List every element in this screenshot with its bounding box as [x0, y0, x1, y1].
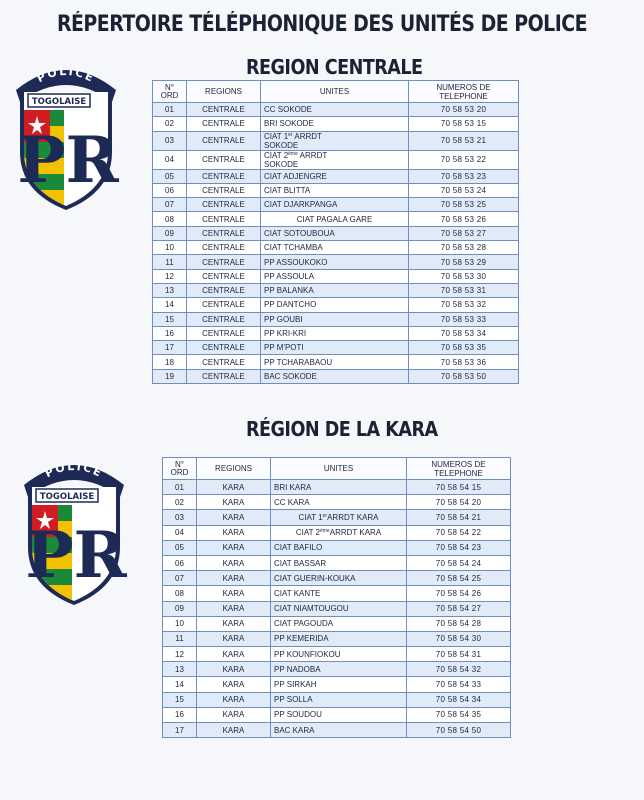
cell-unit: BAC KARA — [271, 723, 407, 738]
cell-unit: PP SOLLA — [271, 692, 407, 707]
cell-ord: 15 — [153, 312, 187, 326]
cell-phone: 70 58 53 36 — [409, 355, 519, 369]
cell-unit: CIAT BAFILO — [271, 540, 407, 555]
cell-unit: PP GOUBI — [261, 312, 409, 326]
cell-ord: 16 — [163, 707, 197, 722]
cell-phone: 70 58 54 50 — [407, 723, 511, 738]
table-row — [163, 647, 511, 662]
cell-region: KARA — [197, 707, 271, 722]
cell-ord: 17 — [163, 723, 197, 738]
unit-text: SOKODE — [264, 159, 299, 169]
police-logo — [10, 60, 122, 210]
cell-region: KARA — [197, 631, 271, 646]
table-row — [153, 117, 519, 131]
cell-region: CENTRALE — [187, 241, 261, 255]
page-title: RÉPERTOIRE TÉLÉPHONIQUE DES UNITÉS DE POLICE — [56, 12, 588, 37]
centrale-directory-table — [152, 80, 519, 384]
logo-monogram: PR — [25, 518, 127, 593]
cell-unit: CIAT DJARKPANGA — [261, 198, 409, 212]
cell-phone: 70 58 53 34 — [409, 326, 519, 340]
table-row — [163, 540, 511, 555]
logo-banner-text: TOGOLAISE — [31, 97, 87, 107]
cell-ord: 13 — [163, 662, 197, 677]
cell-ord: 09 — [153, 226, 187, 240]
table-row — [153, 255, 519, 269]
table-row — [163, 723, 511, 738]
unit-text: CIAT 2 — [295, 528, 320, 538]
cell-ord: 04 — [163, 525, 197, 540]
cell-ord: 11 — [153, 255, 187, 269]
table-row — [153, 241, 519, 255]
cell-region: KARA — [197, 692, 271, 707]
cell-region: CENTRALE — [187, 298, 261, 312]
cell-unit: CIAT PAGALA GARE — [261, 212, 409, 226]
table-row — [153, 131, 519, 150]
table-row — [163, 495, 511, 510]
table-row — [163, 616, 511, 631]
cell-ord: 07 — [153, 198, 187, 212]
cell-unit: PP SOUDOU — [271, 707, 407, 722]
table-header-row — [153, 81, 519, 103]
unit-text: ARRDT KARA — [327, 512, 379, 522]
cell-region: CENTRALE — [187, 183, 261, 197]
cell-region: CENTRALE — [187, 117, 261, 131]
cell-ord: 05 — [153, 169, 187, 183]
cell-ord: 12 — [163, 647, 197, 662]
cell-ord: 03 — [153, 131, 187, 150]
cell-phone: 70 58 53 50 — [409, 369, 519, 383]
cell-region: KARA — [197, 723, 271, 738]
cell-region: CENTRALE — [187, 312, 261, 326]
table-row — [163, 510, 511, 525]
unit-ordinal-suffix: er — [288, 131, 293, 138]
cell-unit: PP ASSOUKOKO — [261, 255, 409, 269]
col-header-unit: UNITES — [271, 458, 407, 480]
cell-unit — [261, 150, 409, 169]
cell-unit — [271, 510, 407, 525]
table-row — [163, 525, 511, 540]
table-row — [163, 555, 511, 570]
region-kara-heading: RÉGION DE LA KARA — [246, 417, 438, 441]
cell-phone: 70 58 54 20 — [407, 495, 511, 510]
cell-unit: CIAT BLITTA — [261, 183, 409, 197]
cell-unit: CIAT GUERIN-KOUKA — [271, 571, 407, 586]
cell-unit: BRI KARA — [271, 480, 407, 495]
table-row — [163, 571, 511, 586]
cell-phone: 70 58 53 15 — [409, 117, 519, 131]
cell-ord: 08 — [163, 586, 197, 601]
region-centrale-heading: REGION CENTRALE — [246, 55, 423, 79]
cell-region: CENTRALE — [187, 169, 261, 183]
unit-ordinal-suffix: ème — [288, 150, 298, 157]
cell-unit: CIAT ADJENGRE — [261, 169, 409, 183]
cell-region: KARA — [197, 495, 271, 510]
cell-ord: 14 — [153, 298, 187, 312]
table-header-row — [163, 458, 511, 480]
cell-phone: 70 58 53 29 — [409, 255, 519, 269]
cell-region: CENTRALE — [187, 226, 261, 240]
cell-unit: PP ASSOULA — [261, 269, 409, 283]
cell-region: KARA — [197, 571, 271, 586]
cell-unit: CC SOKODE — [261, 103, 409, 117]
cell-ord: 05 — [163, 540, 197, 555]
cell-region: CENTRALE — [187, 103, 261, 117]
cell-region: KARA — [197, 677, 271, 692]
cell-ord: 06 — [163, 555, 197, 570]
cell-phone: 70 58 53 30 — [409, 269, 519, 283]
cell-phone: 70 58 53 25 — [409, 198, 519, 212]
cell-region: CENTRALE — [187, 355, 261, 369]
cell-phone: 70 58 54 30 — [407, 631, 511, 646]
cell-phone: 70 58 53 22 — [409, 150, 519, 169]
table-row — [153, 198, 519, 212]
cell-ord: 06 — [153, 183, 187, 197]
table-row — [153, 269, 519, 283]
cell-region: CENTRALE — [187, 150, 261, 169]
cell-phone: 70 58 54 22 — [407, 525, 511, 540]
table-row — [153, 212, 519, 226]
unit-text: ARRDT KARA — [329, 528, 382, 538]
cell-region: KARA — [197, 540, 271, 555]
cell-phone: 70 58 53 33 — [409, 312, 519, 326]
col-header-phone: NUMEROS DE TELEPHONE — [407, 458, 511, 480]
unit-text: SOKODE — [264, 140, 299, 150]
table-row — [163, 692, 511, 707]
cell-ord: 08 — [153, 212, 187, 226]
cell-phone: 70 58 53 32 — [409, 298, 519, 312]
cell-phone: 70 58 54 34 — [407, 692, 511, 707]
logo-top-text: POLICE — [34, 64, 98, 86]
table-row — [153, 226, 519, 240]
cell-unit: PP KOUNFIOKOU — [271, 647, 407, 662]
cell-ord: 01 — [163, 480, 197, 495]
cell-region: CENTRALE — [187, 198, 261, 212]
table-row — [153, 298, 519, 312]
cell-ord: 17 — [153, 341, 187, 355]
unit-text: CIAT 1 — [298, 512, 323, 522]
table-row — [163, 586, 511, 601]
cell-phone: 70 58 53 20 — [409, 103, 519, 117]
cell-region: KARA — [197, 586, 271, 601]
table-row — [163, 707, 511, 722]
cell-region: CENTRALE — [187, 283, 261, 297]
table-row — [163, 677, 511, 692]
cell-phone: 70 58 54 25 — [407, 571, 511, 586]
cell-phone: 70 58 53 27 — [409, 226, 519, 240]
cell-region: CENTRALE — [187, 212, 261, 226]
cell-phone: 70 58 54 15 — [407, 480, 511, 495]
table-row — [153, 326, 519, 340]
cell-unit: PP BALANKA — [261, 283, 409, 297]
cell-phone: 70 58 54 28 — [407, 616, 511, 631]
cell-unit: PP NADOBA — [271, 662, 407, 677]
cell-unit — [271, 525, 407, 540]
cell-ord: 07 — [163, 571, 197, 586]
unit-text: ARRDT — [297, 150, 328, 160]
table-row — [153, 283, 519, 297]
cell-phone: 70 58 53 28 — [409, 241, 519, 255]
cell-phone: 70 58 54 35 — [407, 707, 511, 722]
cell-unit: PP M'POTI — [261, 341, 409, 355]
cell-phone: 70 58 53 23 — [409, 169, 519, 183]
table-row — [153, 355, 519, 369]
cell-phone: 70 58 54 24 — [407, 555, 511, 570]
table-row — [163, 631, 511, 646]
cell-unit — [261, 131, 409, 150]
table-row — [153, 150, 519, 169]
col-header-phone: NUMEROS DE TELEPHONE — [409, 81, 519, 103]
cell-phone: 70 58 53 24 — [409, 183, 519, 197]
unit-text: CIAT 2 — [264, 150, 289, 160]
cell-region: CENTRALE — [187, 255, 261, 269]
cell-phone: 70 58 54 32 — [407, 662, 511, 677]
cell-ord: 02 — [163, 495, 197, 510]
cell-phone: 70 58 53 31 — [409, 283, 519, 297]
cell-unit: CIAT TCHAMBA — [261, 241, 409, 255]
cell-region: KARA — [197, 525, 271, 540]
cell-ord: 19 — [153, 369, 187, 383]
unit-ordinal-suffix: ème — [320, 528, 330, 535]
cell-unit: PP KEMERIDA — [271, 631, 407, 646]
cell-phone: 70 58 54 26 — [407, 586, 511, 601]
unit-text: ARRDT — [292, 131, 322, 141]
table-row — [153, 103, 519, 117]
cell-ord: 10 — [163, 616, 197, 631]
col-header-unit: UNITES — [261, 81, 409, 103]
cell-ord: 12 — [153, 269, 187, 283]
logo-top-text: POLICE — [42, 459, 106, 481]
cell-region: CENTRALE — [187, 369, 261, 383]
cell-unit: BRI SOKODE — [261, 117, 409, 131]
table-row — [163, 601, 511, 616]
cell-region: KARA — [197, 601, 271, 616]
cell-ord: 13 — [153, 283, 187, 297]
unit-text: CIAT 1 — [264, 131, 289, 141]
cell-region: CENTRALE — [187, 326, 261, 340]
cell-phone: 70 58 53 21 — [409, 131, 519, 150]
cell-unit: CIAT PAGOUDA — [271, 616, 407, 631]
cell-unit: CC KARA — [271, 495, 407, 510]
kara-directory-table — [162, 457, 511, 738]
cell-region: CENTRALE — [187, 341, 261, 355]
cell-region: CENTRALE — [187, 131, 261, 150]
cell-phone: 70 58 54 31 — [407, 647, 511, 662]
cell-ord: 02 — [153, 117, 187, 131]
cell-ord: 09 — [163, 601, 197, 616]
unit-ordinal-suffix: er — [322, 512, 328, 519]
cell-ord: 11 — [163, 631, 197, 646]
cell-ord: 16 — [153, 326, 187, 340]
cell-phone: 70 58 54 21 — [407, 510, 511, 525]
cell-region: KARA — [197, 510, 271, 525]
col-header-ord: N° ORD — [163, 458, 197, 480]
table-row — [153, 169, 519, 183]
cell-ord: 04 — [153, 150, 187, 169]
cell-region: KARA — [197, 662, 271, 677]
cell-ord: 15 — [163, 692, 197, 707]
col-header-ord: N° ORD — [153, 81, 187, 103]
table-row — [163, 480, 511, 495]
cell-ord: 03 — [163, 510, 197, 525]
cell-unit: CIAT SOTOUBOUA — [261, 226, 409, 240]
logo-monogram: PR — [17, 123, 119, 198]
police-logo — [18, 455, 130, 605]
cell-unit: PP DANTCHO — [261, 298, 409, 312]
cell-unit: PP KRI-KRI — [261, 326, 409, 340]
cell-phone: 70 58 53 35 — [409, 341, 519, 355]
cell-phone: 70 58 54 33 — [407, 677, 511, 692]
cell-region: KARA — [197, 555, 271, 570]
cell-region: KARA — [197, 647, 271, 662]
cell-region: CENTRALE — [187, 269, 261, 283]
cell-ord: 01 — [153, 103, 187, 117]
logo-banner-text: TOGOLAISE — [39, 492, 95, 502]
table-row — [153, 312, 519, 326]
cell-ord: 14 — [163, 677, 197, 692]
table-row — [153, 369, 519, 383]
cell-unit: PP SIRKAH — [271, 677, 407, 692]
table-row — [163, 662, 511, 677]
cell-phone: 70 58 54 27 — [407, 601, 511, 616]
cell-unit: CIAT NIAMTOUGOU — [271, 601, 407, 616]
cell-region: KARA — [197, 616, 271, 631]
cell-phone: 70 58 54 23 — [407, 540, 511, 555]
table-row — [153, 183, 519, 197]
cell-unit: CIAT KANTE — [271, 586, 407, 601]
cell-ord: 10 — [153, 241, 187, 255]
cell-unit: PP TCHARABAOU — [261, 355, 409, 369]
col-header-region: REGIONS — [197, 458, 271, 480]
col-header-region: REGIONS — [187, 81, 261, 103]
cell-unit: BAC SOKODE — [261, 369, 409, 383]
cell-region: KARA — [197, 480, 271, 495]
cell-unit: CIAT BASSAR — [271, 555, 407, 570]
cell-ord: 18 — [153, 355, 187, 369]
table-row — [153, 341, 519, 355]
cell-phone: 70 58 53 26 — [409, 212, 519, 226]
